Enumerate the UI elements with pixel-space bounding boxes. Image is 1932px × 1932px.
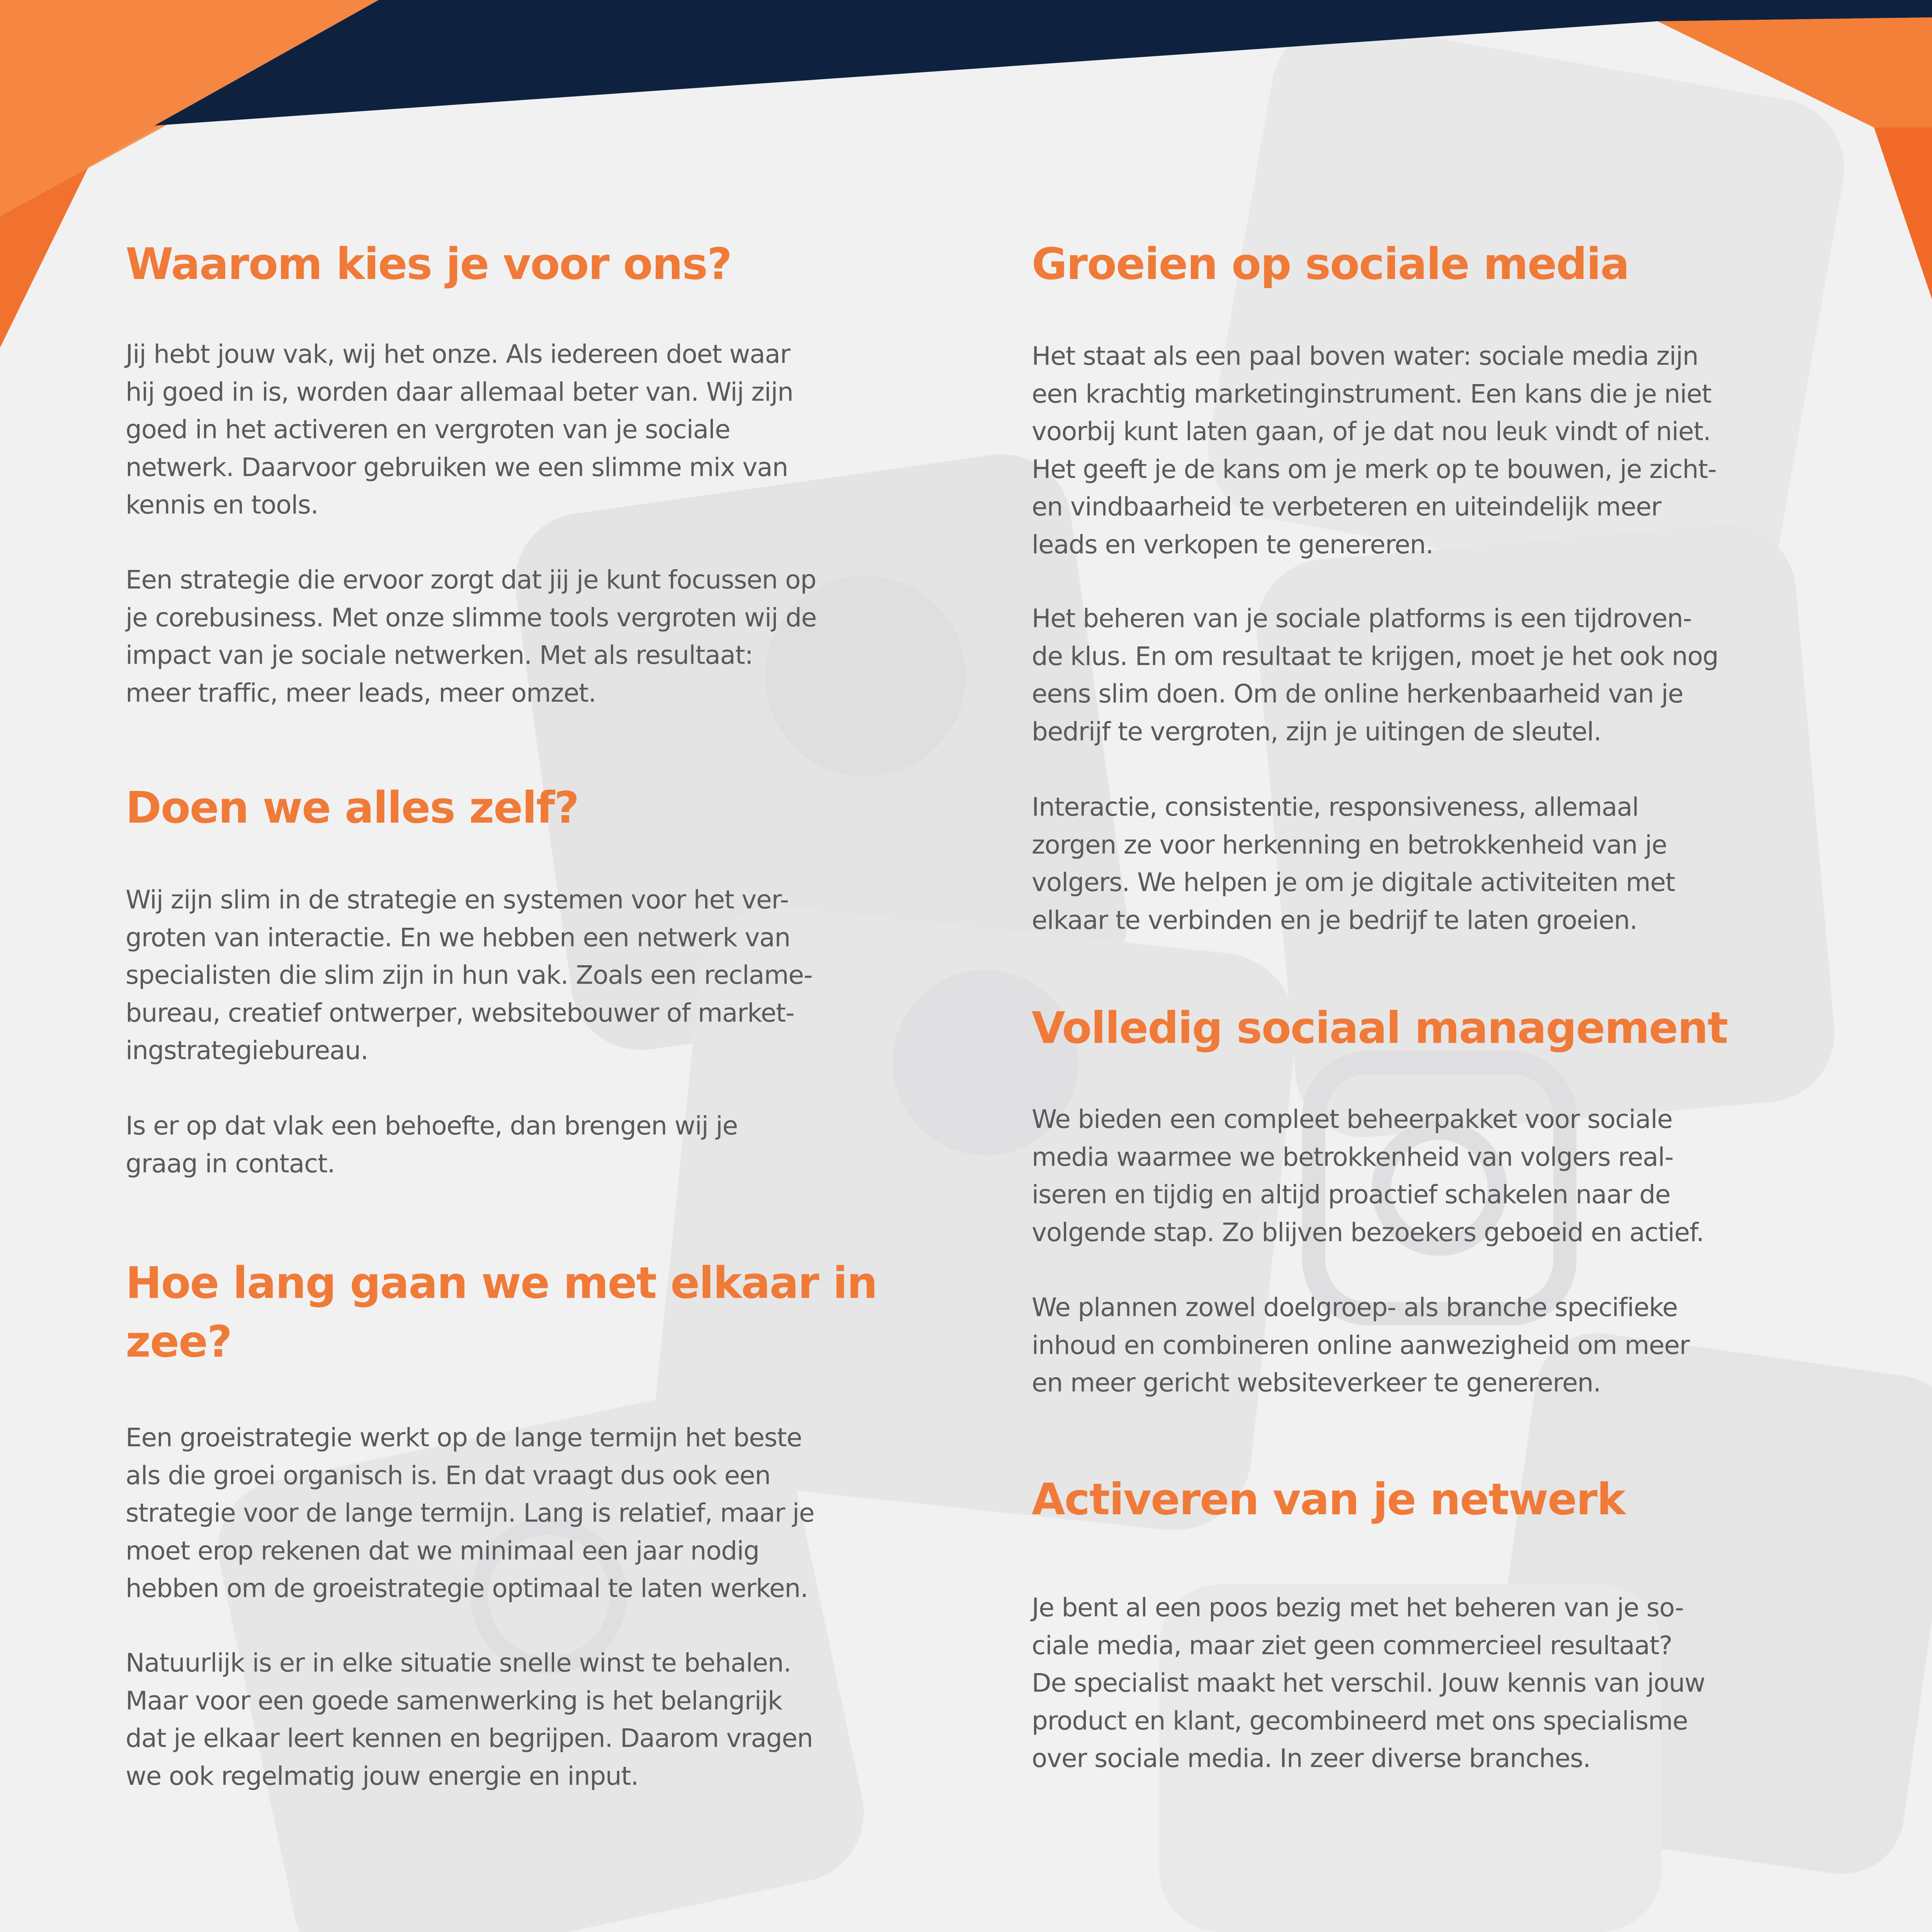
paragraph-do-it-ourselves-2: Is er op dat vlak een behoefte, dan brengen wij je graag in contact. <box>126 1111 738 1179</box>
paragraph-activate-network-1: Je bent al een poos bezig met het beheren van je so- ciale media, maar ziet geen commercieel resultaat? De specialist maakt het verschil. Jouw kennis van jouw product en klant, gecombineerd met ons specialisme over sociale media. In zeer diverse branches. <box>1032 1593 1705 1773</box>
paragraph-how-long-2: Natuurlijk is er in elke situatie snelle winst te behalen. Maar voor een goede samenwerking is het belangrijk dat je elkaar leert kennen en begrijpen. Daarom vragen we ook regelmatig jouw energie en input. <box>126 1648 813 1791</box>
paragraph-full-management-2: We plannen zowel doelgroep- als branche specifieke inhoud en combineren online aanwezigheid om meer en meer gericht websiteverkeer te genereren. <box>1032 1293 1690 1398</box>
paragraph-why-us-2: Een strategie die ervoor zorgt dat jij je kunt focussen op je corebusiness. Met onze slimme tools vergroten wij de impact van je sociale netwerken. Met als resultaat: meer traffic, meer leads, meer omzet. <box>126 565 816 708</box>
paragraph-do-it-ourselves-1: Wij zijn slim in de strategie en systemen voor het ver- groten van interactie. En we hebben een netwerk van specialisten die slim zijn in hun vak. Zoals een reclame- bureau, creatief ontwerper, websitebouwer of market- ingstrategiebureau. <box>126 885 813 1065</box>
heading-why-us: Waarom kies je voor ons? <box>126 239 731 289</box>
heading-grow-social: Groeien op sociale media <box>1032 239 1629 289</box>
paragraph-grow-social-3: Interactie, consistentie, responsiveness, allemaal zorgen ze voor herkenning en betrokkenheid van je volgers. We helpen je om je digitale activiteiten met elkaar te verbinden en je bedrijf te laten groeien. <box>1032 792 1675 935</box>
paragraph-grow-social-1: Het staat als een paal boven water: sociale media zijn een krachtig marketinginstrument. Een kans die je niet voorbij kunt laten gaan, of je dat nou leuk vindt of niet. Het geeft je de kans om je merk op te bouwen, je zicht- en vindbaarheid te verbeteren en uiteindelijk meer leads en verkopen te genereren. <box>1032 341 1716 560</box>
heading-how-long: Hoe lang gaan we met elkaar in zee? <box>126 1258 877 1367</box>
heading-activate-network: Activeren van je netwerk <box>1032 1475 1625 1525</box>
paragraph-grow-social-2: Het beheren van je sociale platforms is een tijdroven- de klus. En om resultaat te krijgen, moet je het ook nog eens slim doen. Om de online herkenbaarheid van je bedrijf te vergroten, zijn je uitingen de sleutel. <box>1032 604 1718 747</box>
paragraph-full-management-1: We bieden een compleet beheerpakket voor sociale media waarmee we betrokkenheid van volgers real- iseren en tijdig en altijd proactief schakelen naar de volgende stap. Zo blijven bezoekers geboeid en actief. <box>1032 1104 1704 1247</box>
heading-do-it-ourselves: Doen we alles zelf? <box>126 783 579 833</box>
heading-full-management: Volledig sociaal management <box>1032 1003 1728 1053</box>
paragraph-how-long-1: Een groeistrategie werkt op de lange termijn het beste als die groei organisch is. En dat vraagt dus ook een strategie voor de lange termijn. Lang is relatief, maar je moet erop rekenen dat we minimaal een jaar nodig hebben om de groeistrategie optimaal te laten werken. <box>126 1423 815 1603</box>
paragraph-why-us-1: Jij hebt jouw vak, wij het onze. Als iedereen doet waar hij goed in is, worden daar allemaal beter van. Wij zijn goed in het activeren en vergroten van je sociale netwerk. Daarvoor gebruiken we een slimme mix van kennis en tools. <box>126 339 793 520</box>
